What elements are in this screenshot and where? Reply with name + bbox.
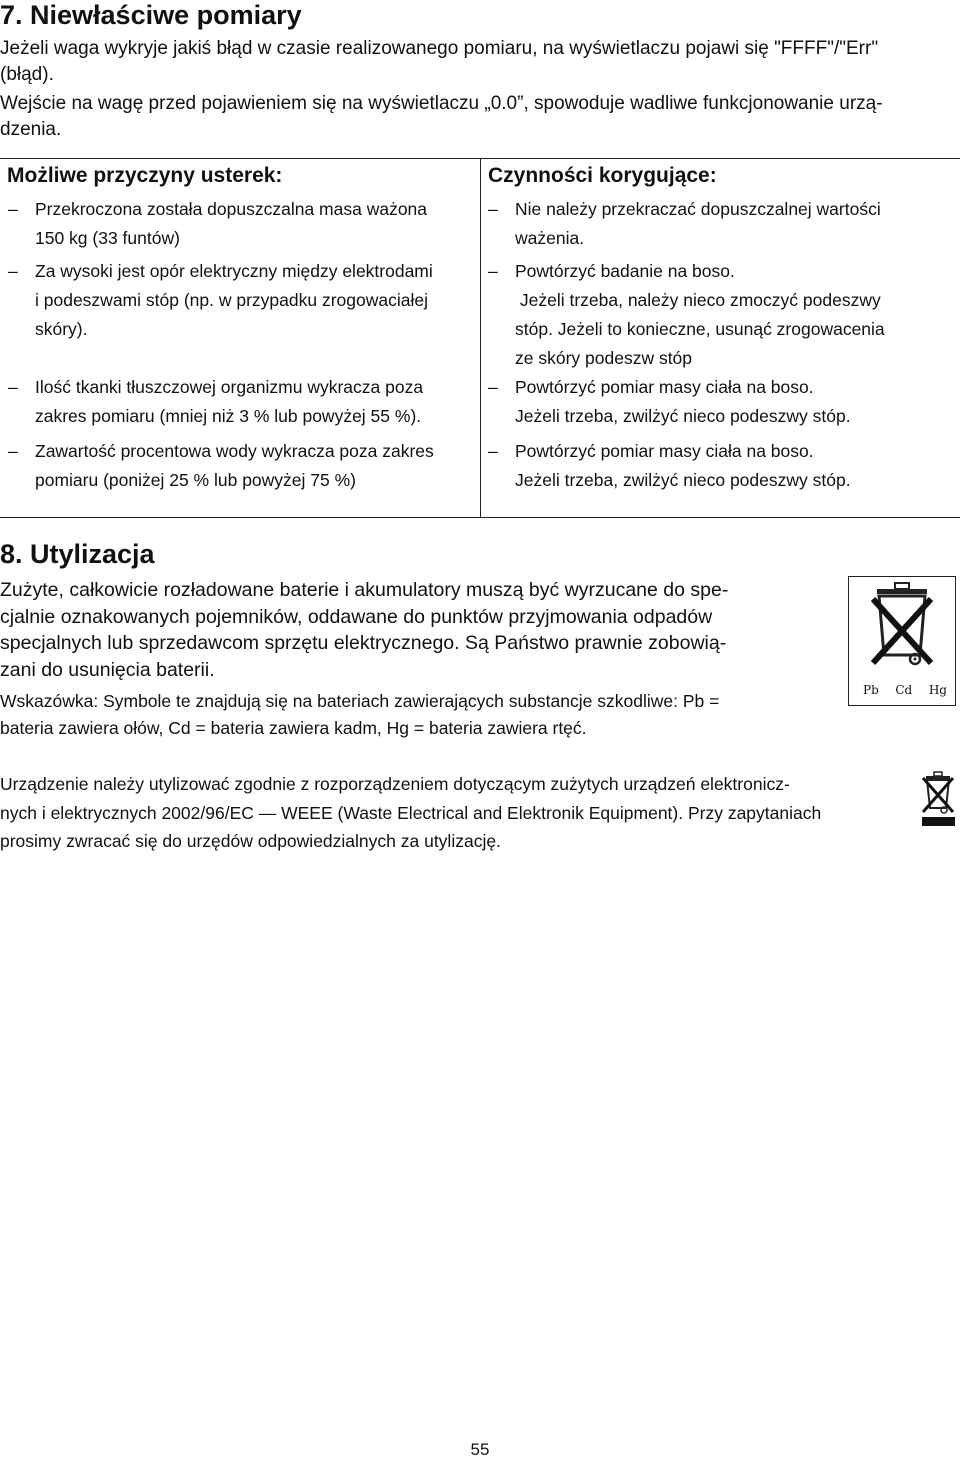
lead-label: Pb bbox=[863, 683, 879, 697]
cause-line: Przekroczona została dopuszczalna masa ważona bbox=[35, 199, 428, 219]
action-line: Powtórzyć pomiar masy ciała na boso. bbox=[515, 377, 814, 397]
cause-item bbox=[8, 195, 473, 253]
dash: – bbox=[8, 441, 18, 461]
section-7-para-1-line-1: Jeżeli waga wykryje jakiś błąd w czasie realizowanego pomiaru, na wyświetlaczu pojawi się "FFFF"/"Err" bbox=[0, 38, 879, 59]
troubleshooting-table bbox=[0, 158, 960, 518]
dash: – bbox=[8, 261, 18, 281]
action-line: ważenia. bbox=[515, 228, 585, 248]
paragraph-line: specjalnych lub sprzedawcom sprzętu elektrycznego. Są Państwo prawnie zobowią- bbox=[0, 632, 727, 654]
paragraph-line: cjalnie oznakowanych pojemników, oddawane do punktów przyjmowania odpadów bbox=[0, 605, 713, 628]
cadmium-label: Cd bbox=[895, 683, 913, 697]
weee-line: nych i elektrycznych 2002/96/EC — WEEE (Waste Electrical and Elektronik Equipment). Przy zapytaniach bbox=[0, 802, 822, 823]
action-line: stóp. Jeżeli to konieczne, usunąć zrogowacenia bbox=[515, 319, 885, 339]
mercury-label: Hg bbox=[928, 683, 947, 697]
section-7-title: 7. Niewłaściwe pomiary bbox=[0, 0, 302, 30]
cause-item bbox=[8, 257, 473, 344]
paragraph-line: zani do usunięcia baterii. bbox=[0, 658, 215, 681]
dash: – bbox=[488, 377, 498, 397]
note-line: Wskazówka: Symbole te znajdują się na bateriach zawierających substancje szkodliwe: Pb = bbox=[0, 691, 720, 711]
battery-disposal-paragraph bbox=[0, 577, 840, 683]
action-line: ze skóry podeszw stóp bbox=[515, 348, 693, 368]
section-7-para-2-line-2: dzenia. bbox=[0, 119, 62, 140]
paragraph-line: Zużyte, całkowicie rozładowane baterie i akumulatory muszą być wyrzucane do spe- bbox=[0, 579, 729, 601]
cause-line: i podeszwami stóp (np. w przypadku zrogowaciałej bbox=[35, 290, 428, 310]
cause-line: pomiaru (poniżej 25 % lub powyżej 75 %) bbox=[35, 470, 356, 490]
action-line: Jeżeli trzeba, zwilżyć nieco podeszwy stóp. bbox=[515, 406, 851, 426]
battery-bin-symbol bbox=[848, 576, 956, 706]
battery-metal-labels bbox=[863, 683, 947, 697]
section-7-para-2-line-1: Wejście na wagę przed pojawieniem się na wyświetlaczu „0.0”, spowoduje wadliwe funkcjonowanie urzą- bbox=[0, 93, 883, 114]
action-line: Jeżeli trzeba, zwilżyć nieco podeszwy stóp. bbox=[515, 470, 851, 490]
hazard-note bbox=[0, 688, 840, 742]
cause-line: zakres pomiaru (mniej niż 3 % lub powyżej 55 %). bbox=[35, 406, 422, 426]
weee-paragraph bbox=[0, 770, 905, 856]
section-8-title: 8. Utylizacja bbox=[0, 539, 155, 569]
dash: – bbox=[8, 199, 18, 219]
action-line: Nie należy przekraczać dopuszczalnej wartości bbox=[515, 199, 881, 219]
action-item bbox=[488, 195, 953, 253]
page-number: 55 bbox=[470, 1440, 490, 1459]
cause-line: 150 kg (33 funtów) bbox=[35, 228, 180, 248]
cause-item bbox=[8, 373, 473, 431]
action-line: Jeżeli trzeba, należy nieco zmoczyć podeszwy bbox=[515, 290, 881, 310]
actions-header: Czynności korygujące: bbox=[488, 164, 717, 187]
dash: – bbox=[488, 199, 498, 219]
action-item bbox=[488, 257, 953, 373]
weee-bin-icon bbox=[918, 770, 958, 828]
causes-header: Możliwe przyczyny usterek: bbox=[7, 164, 283, 187]
note-line: bateria zawiera ołów, Cd = bateria zawiera kadm, Hg = bateria zawiera rtęć. bbox=[0, 718, 587, 738]
cause-line: Za wysoki jest opór elektryczny między elektrodami bbox=[35, 261, 433, 281]
section-7-para-1-line-2: (błąd). bbox=[0, 64, 54, 85]
action-item bbox=[488, 373, 953, 431]
action-line: Powtórzyć badanie na boso. bbox=[515, 261, 735, 281]
column-separator bbox=[480, 159, 481, 517]
action-item bbox=[488, 437, 953, 495]
cause-line: skóry). bbox=[35, 319, 88, 339]
dash: – bbox=[488, 441, 498, 461]
dash: – bbox=[8, 377, 18, 397]
weee-line: Urządzenie należy utylizować zgodnie z rozporządzeniem dotyczącym zużytych urządzeń elektronicz- bbox=[0, 774, 790, 794]
dash: – bbox=[488, 261, 498, 281]
cause-line: Zawartość procentowa wody wykracza poza zakres bbox=[35, 441, 434, 461]
cause-item bbox=[8, 437, 473, 495]
action-line: Powtórzyć pomiar masy ciała na boso. bbox=[515, 441, 814, 461]
weee-line: prosimy zwracać się do urzędów odpowiedzialnych za utylizację. bbox=[0, 831, 501, 851]
cause-line: Ilość tkanki tłuszczowej organizmu wykracza poza bbox=[35, 377, 424, 397]
